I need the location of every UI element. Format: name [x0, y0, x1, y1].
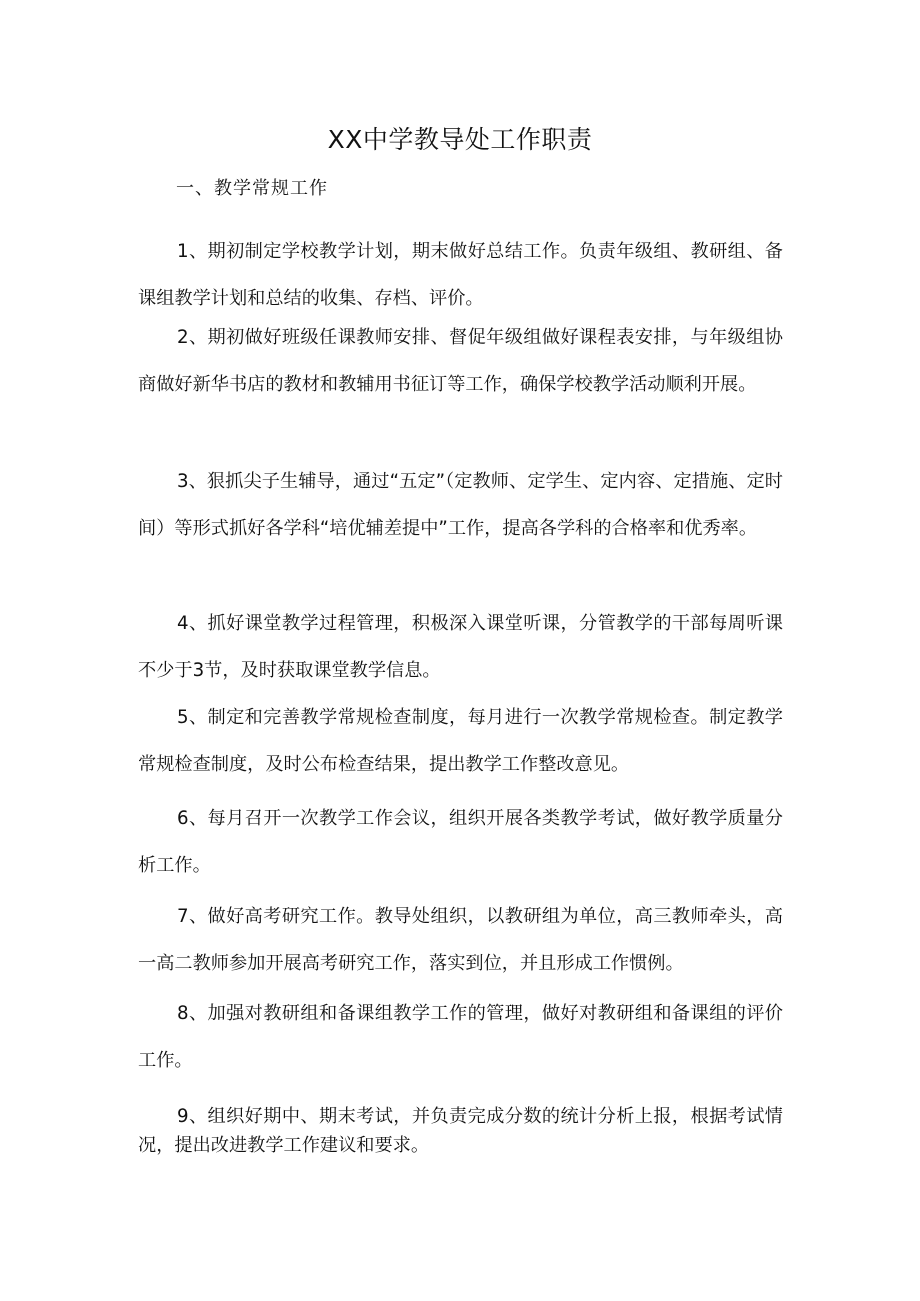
duty-item-6: 6、每月召开一次教学工作会议，组织开展各类教学考试，做好教学质量分析工作。	[138, 808, 783, 876]
duty-item-1: 1、期初制定学校教学计划，期末做好总结工作。负责年级组、教研组、备课组教学计划和总结的收集、存档、评价。	[138, 241, 783, 309]
document-title: XX中学教导处工作职责	[327, 125, 593, 154]
duty-item-8: 8、加强对教研组和备课组教学工作的管理，做好对教研组和备课组的评价工作。	[138, 1003, 783, 1071]
duty-item-3: 3、狠抓尖子生辅导，通过“五定”（定教师、定学生、定内容、定措施、定时间）等形式抓好各学科“培优辅差提中”工作，提高各学科的合格率和优秀率。	[138, 471, 783, 539]
duty-item-2: 2、期初做好班级任课教师安排、督促年级组做好课程表安排，与年级组协商做好新华书店的教材和教辅用书征订等工作，确保学校教学活动顺利开展。	[138, 327, 783, 395]
section-heading: 一、教学常规工作	[176, 178, 328, 199]
duty-item-9: 9、组织好期中、期末考试，并负责完成分数的统计分析上报，根据考试情况，提出改进教学工作建议和要求。	[138, 1106, 783, 1156]
duty-item-4: 4、抓好课堂教学过程管理，积极深入课堂听课，分管教学的干部每周听课不少于3节，及时获取课堂教学信息。	[138, 613, 783, 681]
duty-item-7: 7、做好高考研究工作。教导处组织，以教研组为单位，高三教师牵头，高一高二教师参加开展高考研究工作，落实到位，并且形成工作惯例。	[138, 906, 783, 974]
duty-item-5: 5、制定和完善教学常规检查制度，每月进行一次教学常规检查。制定教学常规检查制度，及时公布检查结果，提出教学工作整改意见。	[138, 707, 783, 775]
